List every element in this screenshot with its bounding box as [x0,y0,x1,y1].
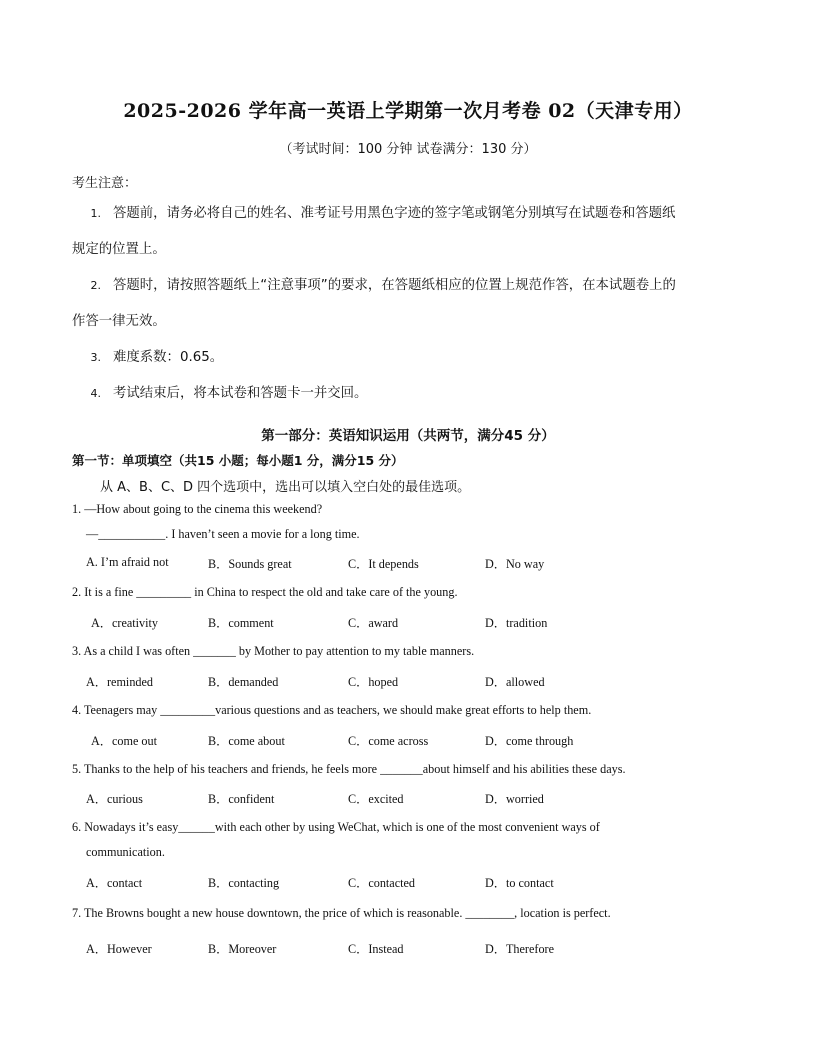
note-number: 2. [90,279,101,292]
section-heading: 第一节：单项填空（共15 小题；每小题1 分，满分15 分） [72,453,404,468]
question-stem: 2. It is a fine _________ in China to respect the old and take care of the young. [72,585,458,599]
option-d: D．tradition [485,616,548,630]
note-text: 考试结束后，将本试卷和答题卡一并交回。 [113,386,368,401]
option-b: B．Sounds great [208,557,292,571]
note-item-4 [72,376,744,412]
question-stem: 5. Thanks to the help of his teachers and friends, he feels more _______about himself and his abilities these days. [72,762,626,776]
question-stem-continued: —___________. I haven’t seen a movie for a long time. [86,527,360,541]
option-a: A．creativity [91,616,159,630]
note-number: 4. [90,387,101,400]
option-a: A．curious [86,792,143,806]
option-a: A．reminded [86,675,154,689]
note-number: 1. [90,207,101,220]
part-heading: 第一部分：英语知识运用（共两节，满分45 分） [261,428,555,444]
question-stem: 4. Teenagers may _________various questions and as teachers, we should make great efforts to help them. [72,703,592,717]
note-text-continued: 规定的位置上。 [72,242,166,257]
section-instruction: 从 A、B、C、D 四个选项中，选出可以填入空白处的最佳选项。 [100,480,471,495]
note-item-1 [72,196,744,268]
option-c: C．contacted [348,876,416,890]
option-d: D．worried [485,792,544,806]
note-text: 答题时，请按照答题纸上“注意事项”的要求，在答题纸相应的位置上规范作答，在本试题卷上的 [113,278,676,293]
option-d: D．come through [485,734,574,748]
question-stem: 7. The Browns bought a new house downtown, the price of which is reasonable. ________, location is perfect. [72,906,611,920]
notes-heading: 考生注意： [72,176,138,191]
option-b: B．demanded [208,675,279,689]
note-text: 难度系数：0.65。 [113,350,224,365]
option-d: D．allowed [485,675,545,689]
option-d: D．Therefore [485,942,555,956]
exam-title: 2025-2026 学年高一英语上学期第一次月考卷 02（天津专用） [123,100,693,122]
option-d: D．No way [485,557,545,571]
option-d: D．to contact [485,876,554,890]
option-b: B．come about [208,734,285,748]
option-c: C．come across [348,734,429,748]
exam-subtitle: （考试时间：100 分钟 试卷满分：130 分） [279,142,537,157]
note-text-continued: 作答一律无效。 [72,314,166,329]
option-b: B．comment [208,616,274,630]
option-c: C．excited [348,792,404,806]
option-b: B．contacting [208,876,280,890]
question-stem-continued: communication. [86,845,165,859]
option-c: C．hoped [348,675,399,689]
option-b: B．Moreover [208,942,277,956]
option-a: A．contact [86,876,143,890]
question-stem: 1. —How about going to the cinema this weekend? [72,502,323,516]
option-a: A．However [86,942,152,956]
question-stem: 3. As a child I was often _______ by Mother to pay attention to my table manners. [72,644,475,658]
option-c: C．It depends [348,557,419,571]
note-text: 答题前，请务必将自己的姓名、准考证号用黑色字迹的签字笔或钢笔分别填写在试题卷和答题纸 [113,206,676,221]
question-stem: 6. Nowadays it’s easy______with each other by using WeChat, which is one of the most convenient ways of [72,820,600,834]
option-a: A．come out [91,734,158,748]
note-item-2 [72,268,744,340]
note-number: 3. [90,351,101,364]
note-item-3 [72,340,744,376]
option-a: A. I’m afraid not [86,555,169,569]
option-b: B．confident [208,792,275,806]
option-c: C．Instead [348,942,404,956]
option-c: C．award [348,616,399,630]
